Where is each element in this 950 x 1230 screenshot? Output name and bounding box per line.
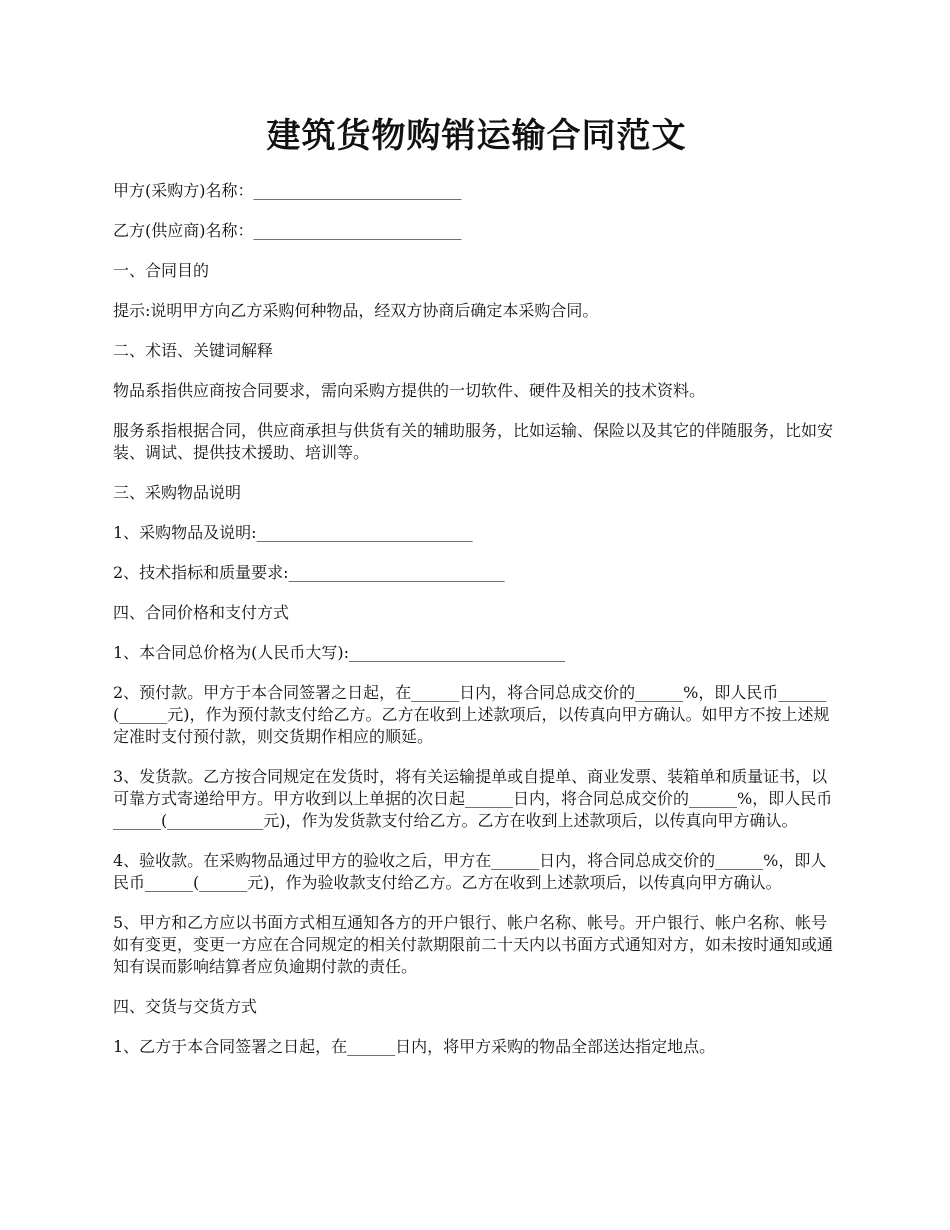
document-title: 建筑货物购销运输合同范文 — [266, 116, 687, 156]
document-page — [113, 112, 840, 1076]
quality-requirements-line: 2、技术指标和质量要求:___________________________ — [113, 563, 505, 582]
purpose-hint: 提示:说明甲方向乙方采购何种物品，经双方协商后确定本采购合同。 — [113, 301, 599, 320]
party-a-name-line: 甲方(采购方)名称：__________________________ — [113, 181, 462, 200]
prepayment-clause: 2、预付款。甲方于本合同签署之日起，在______日内，将合同总成交价的______%，即人民币______(______元)，作为预付款支付给乙方。乙方在收到上述款项后，以传真向甲方确认。如甲方不按上述规定准时支付预付款，则交货期作相应的顺延。 — [113, 683, 830, 746]
section-heading-delivery: 四、交货与交货方式 — [113, 997, 258, 1016]
delivery-clause: 1、乙方于本合同签署之日起，在______日内，将甲方采购的物品全部送达指定地点。 — [113, 1037, 716, 1056]
term-goods-definition: 物品系指供应商按合同要求，需向采购方提供的一切软件、硬件及相关的技术资料。 — [113, 381, 706, 400]
goods-description-line: 1、采购物品及说明:___________________________ — [113, 523, 473, 542]
section-heading-terms: 二、术语、关键词解释 — [113, 341, 274, 360]
section-heading-goods: 三、采购物品说明 — [113, 483, 242, 502]
shipment-payment-clause: 3、发货款。乙方按合同规定在发货时，将有关运输提单或自提单、商业发票、装箱单和质量证书，以可靠方式寄递给甲方。甲方收到以上单据的次日起______日内，将合同总成交价的______%，即人民币______(____________元)，作为发货款支付给乙方。乙方在收到上述款项后，以传真向甲方确认。 — [113, 767, 833, 830]
total-price-line: 1、本合同总价格为(人民币大写):___________________________ — [113, 643, 566, 662]
acceptance-payment-clause: 4、验收款。在采购物品通过甲方的验收之后，甲方在______日内，将合同总成交价的______%，即人民币______(______元)，作为验收款支付给乙方。乙方在收到上述款项后，以传真向甲方确认。 — [113, 851, 827, 892]
section-heading-price: 四、合同价格和支付方式 — [113, 603, 290, 622]
section-heading-purpose: 一、合同目的 — [113, 261, 210, 280]
term-services-definition: 服务系指根据合同，供应商承担与供货有关的辅助服务，比如运输、保险以及其它的伴随服务，比如安装、调试、提供技术援助、培训等。 — [113, 421, 834, 462]
bank-notice-clause: 5、甲方和乙方应以书面方式相互通知各方的开户银行、帐户名称、帐号。开户银行、帐户名称、帐号如有变更，变更一方应在合同规定的相关付款期限前二十天内以书面方式通知对方，如未按时通知或通知有误而影响结算者应负逾期付款的责任。 — [113, 913, 834, 976]
party-b-name-line: 乙方(供应商)名称：__________________________ — [113, 221, 462, 240]
